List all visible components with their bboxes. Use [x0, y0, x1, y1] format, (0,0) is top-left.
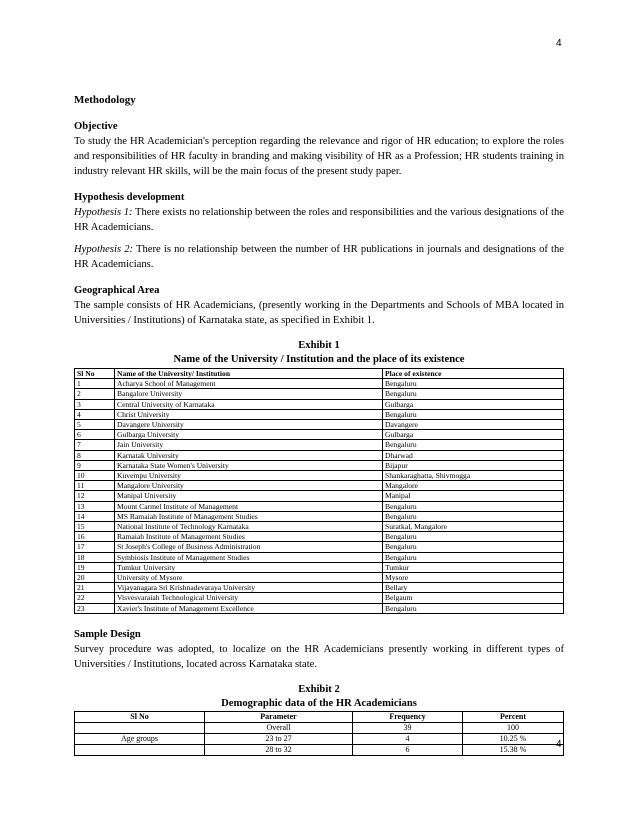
exhibit-2-title: Exhibit 2	[298, 683, 340, 695]
table-cell: Bengaluru	[383, 389, 564, 399]
hypothesis-1-text: There exists no relationship between the roles and responsibilities and the various designations of the HR Academicians.	[74, 207, 564, 233]
table-cell: 6	[75, 430, 115, 440]
table-row	[75, 562, 564, 572]
table-cell: Shankaraghatta, Shivmogga	[383, 471, 564, 481]
table-row	[75, 733, 564, 744]
page-content	[74, 93, 564, 756]
table-row	[75, 552, 564, 562]
hypothesis-2	[74, 242, 564, 272]
table-row	[75, 379, 564, 389]
table-header-cell: Name of the University/ Institution	[115, 369, 383, 379]
table-row	[75, 491, 564, 501]
table-cell: Bengaluru	[383, 440, 564, 450]
table-cell: 3	[75, 399, 115, 409]
table-row	[75, 511, 564, 521]
table-header-cell: Sl No	[75, 369, 115, 379]
table-row	[75, 744, 564, 755]
hypothesis-2-text: There is no relationship between the number of HR publications in journals and designations of the HR Academicians.	[74, 244, 564, 270]
table-cell: 23	[75, 603, 115, 613]
table-cell: Visvesvaraiah Technological University	[115, 593, 383, 603]
table-cell: MS Ramaiah Institute of Management Studies	[115, 511, 383, 521]
table-cell: Central University of Karnataka	[115, 399, 383, 409]
table-cell: 100	[463, 722, 564, 733]
table-row	[75, 450, 564, 460]
objective-heading: Objective	[74, 121, 118, 132]
table-cell	[75, 744, 205, 755]
table-header-cell: Parameter	[205, 711, 353, 722]
hypothesis-heading: Hypothesis development	[74, 192, 185, 203]
table-row	[75, 409, 564, 419]
table-cell: 12	[75, 491, 115, 501]
table-cell: Mangalore	[383, 481, 564, 491]
table-cell: Xavier's Institute of Management Excellence	[115, 603, 383, 613]
table-cell: Karnataka State Women's University	[115, 460, 383, 470]
table-row	[75, 481, 564, 491]
table-cell: Bengaluru	[383, 603, 564, 613]
exhibit-2-table-body	[75, 722, 564, 755]
table-row	[75, 440, 564, 450]
sample-heading: Sample Design	[74, 628, 141, 640]
table-row	[75, 593, 564, 603]
table-row	[75, 389, 564, 399]
table-cell: 8	[75, 450, 115, 460]
table-row	[75, 399, 564, 409]
table-header-cell: Percent	[463, 711, 564, 722]
hypothesis-1	[74, 205, 564, 235]
table-header-row	[75, 369, 564, 379]
hypothesis-1-label: Hypothesis 1:	[74, 207, 133, 218]
table-row	[75, 522, 564, 532]
table-cell: 1	[75, 379, 115, 389]
exhibit-1-table	[74, 368, 564, 614]
table-cell: Davangere	[383, 420, 564, 430]
sample-text: Survey procedure was adopted, to localize on the HR Academicians presently working in different types of Universities / Institutions, located across Karnataka state.	[74, 643, 564, 670]
exhibit-1-title: Exhibit 1	[298, 340, 340, 351]
table-cell: Bengaluru	[383, 511, 564, 521]
table-cell: Bengaluru	[383, 542, 564, 552]
table-cell: Christ University	[115, 409, 383, 419]
table-cell: Bengaluru	[383, 552, 564, 562]
table-cell: 10	[75, 471, 115, 481]
table-cell: 15	[75, 522, 115, 532]
table-cell: Ramaiah Institute of Management Studies	[115, 532, 383, 542]
table-cell: 22	[75, 593, 115, 603]
exhibit-1-table-body	[75, 379, 564, 614]
exhibit-1-subtitle: Name of the University / Institution and the place of its existence	[173, 354, 465, 365]
table-cell: Tumkur	[383, 562, 564, 572]
table-cell: Bengaluru	[383, 501, 564, 511]
table-header-cell: Frequency	[353, 711, 463, 722]
exhibit-2-table	[74, 711, 564, 756]
geo-text: The sample consists of HR Academicians, (presently working in the Departments and Schools of MBA located in Universities / Institutions) of Karnataka state, as specified in Exhibit 1.	[74, 300, 564, 326]
table-cell: 39	[353, 722, 463, 733]
table-row	[75, 501, 564, 511]
table-cell: Belgaum	[383, 593, 564, 603]
table-cell: Mysore	[383, 573, 564, 583]
table-cell: Manipal University	[115, 491, 383, 501]
table-cell: Gulbarga	[383, 399, 564, 409]
table-cell: St Joseph's College of Business Administration	[115, 542, 383, 552]
exhibit-2-subtitle: Demographic data of the HR Academicians	[221, 697, 417, 709]
table-row	[75, 722, 564, 733]
table-header-cell: Place of existence	[383, 369, 564, 379]
table-cell: Jain University	[115, 440, 383, 450]
table-row	[75, 583, 564, 593]
table-cell: 13	[75, 501, 115, 511]
table-row	[75, 542, 564, 552]
table-cell: 19	[75, 562, 115, 572]
table-cell: Mangalore University	[115, 481, 383, 491]
table-cell: Karnatak University	[115, 450, 383, 460]
table-header-row	[75, 711, 564, 722]
table-row	[75, 573, 564, 583]
table-cell: 18	[75, 552, 115, 562]
table-cell: National Institute of Technology Karnataka	[115, 522, 383, 532]
objective-text: To study the HR Academician's perception regarding the relevance and rigor of HR education; to explore the roles and responsibilities of HR faculty in branding and making visibility of HR as a Profession; HR students training in industry relevant HR skills, will be the main focus of the present study paper.	[74, 136, 564, 177]
table-row	[75, 471, 564, 481]
table-cell: Bengaluru	[383, 409, 564, 419]
table-cell: 10.25 %	[463, 733, 564, 744]
table-cell: 7	[75, 440, 115, 450]
page-number-bottom: 4	[556, 739, 562, 750]
table-cell: Bengaluru	[383, 532, 564, 542]
table-cell: Davangere University	[115, 420, 383, 430]
table-cell: Bijapur	[383, 460, 564, 470]
table-cell: Bellary	[383, 583, 564, 593]
table-cell: Kuvempu University	[115, 471, 383, 481]
table-cell: 28 to 32	[205, 744, 353, 755]
table-cell: 9	[75, 460, 115, 470]
table-cell: Manipal	[383, 491, 564, 501]
table-cell: 20	[75, 573, 115, 583]
table-cell: 5	[75, 420, 115, 430]
table-cell: 11	[75, 481, 115, 491]
table-cell: Acharya School of Management	[115, 379, 383, 389]
table-cell: Suratkal, Mangalore	[383, 522, 564, 532]
table-cell: Dharwad	[383, 450, 564, 460]
table-cell: 2	[75, 389, 115, 399]
table-header-cell: Sl No	[75, 711, 205, 722]
table-cell: 4	[75, 409, 115, 419]
table-cell: University of Mysore	[115, 573, 383, 583]
table-cell: Bangalore University	[115, 389, 383, 399]
table-cell: 23 to 27	[205, 733, 353, 744]
table-cell: Age groups	[75, 733, 205, 744]
geo-heading: Geographical Area	[74, 285, 160, 296]
table-cell: Mount Carmel Institute of Management	[115, 501, 383, 511]
table-cell: 17	[75, 542, 115, 552]
table-row	[75, 420, 564, 430]
table-cell: Overall	[205, 722, 353, 733]
page-number-top: 4	[556, 38, 562, 49]
table-row	[75, 460, 564, 470]
table-cell	[75, 722, 205, 733]
table-cell: Gulbarga	[383, 430, 564, 440]
table-cell: 21	[75, 583, 115, 593]
table-row	[75, 430, 564, 440]
table-cell: Gulbarga University	[115, 430, 383, 440]
table-cell: 4	[353, 733, 463, 744]
table-row	[75, 532, 564, 542]
table-cell: 16	[75, 532, 115, 542]
table-cell: 6	[353, 744, 463, 755]
table-cell: Bengaluru	[383, 379, 564, 389]
table-cell: 14	[75, 511, 115, 521]
table-cell: 15.38 %	[463, 744, 564, 755]
table-cell: Tumkur University	[115, 562, 383, 572]
table-cell: Symbiosis Institute of Management Studies	[115, 552, 383, 562]
section-heading-methodology: Methodology	[74, 94, 136, 106]
hypothesis-2-label: Hypothesis 2:	[74, 244, 134, 255]
table-cell: Vijayanagara Sri Krishnadevaraya University	[115, 583, 383, 593]
table-row	[75, 603, 564, 613]
